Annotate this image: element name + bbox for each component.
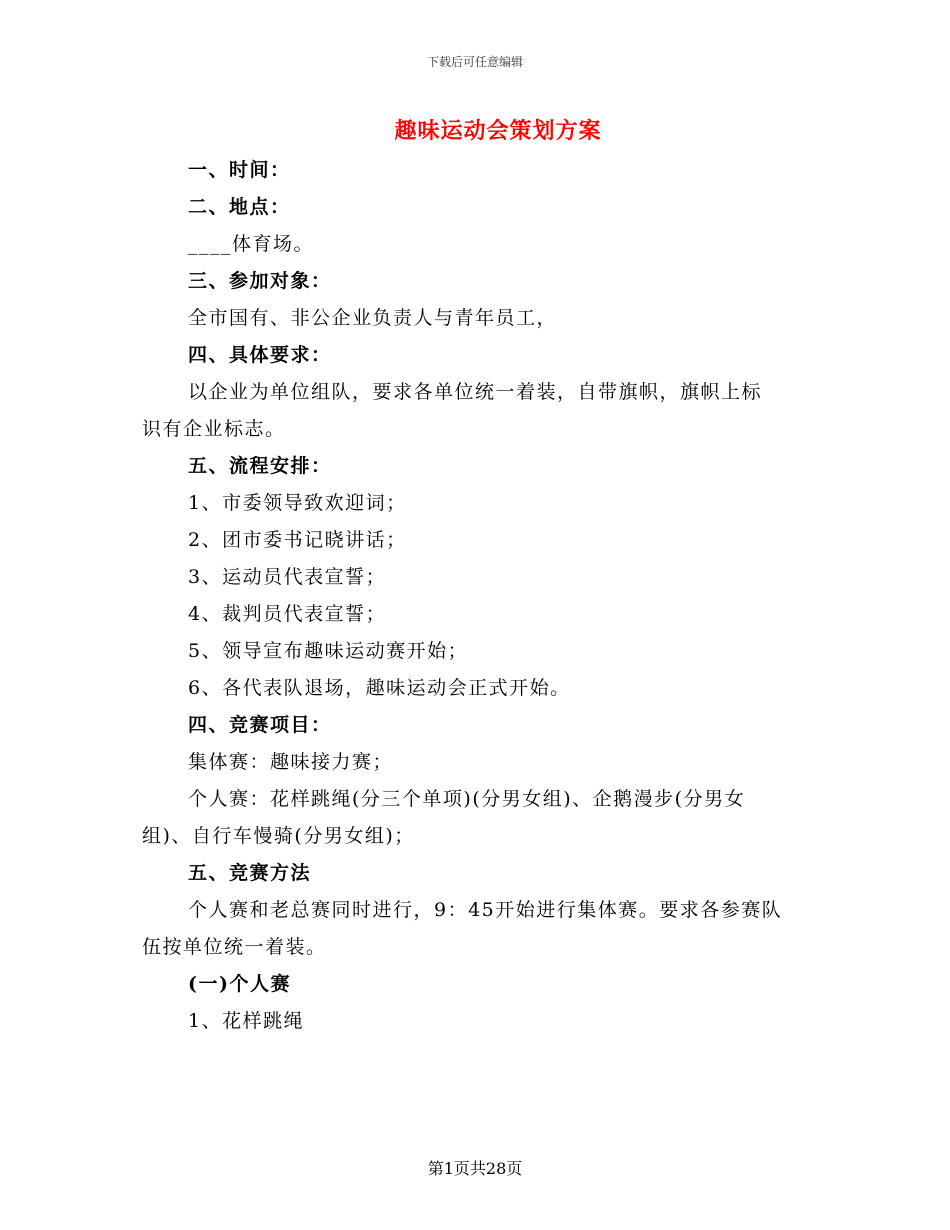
schedule-item: 6、各代表队退场，趣味运动会正式开始。: [188, 677, 571, 699]
events-group-text: 集体赛：趣味接力赛；: [188, 751, 394, 773]
header-note: 下载后可任意编辑: [426, 55, 523, 69]
heading-requirements: 四、具体要求：: [188, 344, 332, 366]
schedule-item: 1、市委领导致欢迎词；: [188, 492, 407, 514]
schedule-item: 3、运动员代表宣誓；: [188, 566, 387, 588]
heading-participants: 三、参加对象：: [188, 270, 332, 292]
heading-location: 二、地点：: [188, 196, 291, 218]
heading-schedule: 五、流程安排：: [188, 455, 332, 477]
events-individual-text-1: 个人赛：花样跳绳(分三个单项)(分男女组)、企鹅漫步(分男女: [188, 788, 746, 810]
requirements-text-2: 识有企业标志。: [142, 418, 286, 440]
methods-text-1: 个人赛和老总赛同时进行，9：45开始进行集体赛。要求各参赛队: [188, 899, 783, 921]
document-body: [142, 152, 822, 1040]
events-individual-text-2: 组)、自行车慢骑(分男女组)；: [142, 825, 415, 847]
schedule-item: 4、裁判员代表宣誓；: [188, 603, 387, 625]
heading-time: 一、时间：: [188, 159, 291, 181]
item-rope-skipping: 1、花样跳绳: [188, 1010, 305, 1032]
requirements-text-1: 以企业为单位组队，要求各单位统一着装，自带旗帜，旗帜上标: [188, 381, 763, 403]
heading-events: 四、竞赛项目：: [188, 714, 332, 736]
subheading-individual: (一)个人赛: [188, 973, 291, 995]
schedule-item: 5、领导宣布趣味运动赛开始；: [188, 640, 469, 662]
location-text: ____体育场。: [188, 233, 315, 255]
document-title: 趣味运动会策划方案: [394, 118, 602, 144]
heading-methods: 五、竞赛方法: [188, 862, 312, 884]
schedule-item: 2、团市委书记晓讲话；: [188, 529, 407, 551]
participants-text: 全市国有、非公企业负责人与青年员工，: [188, 307, 558, 329]
page-footer: 第1页共28页: [427, 1159, 523, 1178]
methods-text-2: 伍按单位统一着装。: [142, 936, 327, 958]
